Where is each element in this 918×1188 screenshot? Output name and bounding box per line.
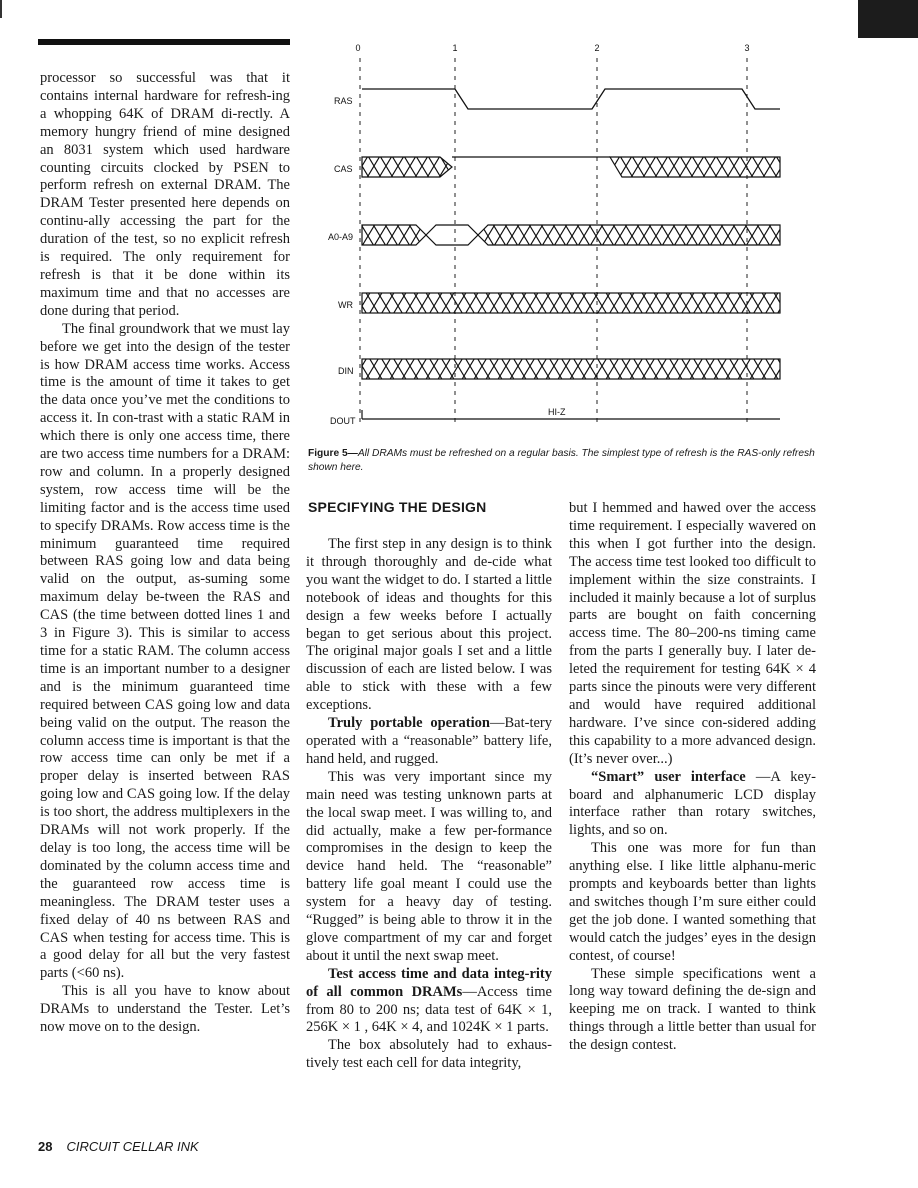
column-3: [569, 500, 816, 1055]
page-number: 28: [38, 1139, 53, 1154]
col3-paragraph-1: but I hemmed and hawed over the access time requirement. I especially wavered on this when I got further into the design. The access time test looked too difficult to implement within the size constraints. I included it mainly because a lot of surplus parts are bought on faith concerning access time. The 80–200-ns timing came from the parts I generally buy. I later de-leted the requirement for testing 64K × 4 parts since the pinouts were very different and would have required additional hardware. I’ve since con-sidered adding this capability to a more advanced design. (It’s never over...): [569, 500, 816, 767]
signal-cas: CAS: [334, 164, 353, 174]
col2-paragraph-3: This was very important since my main need was testing unknown parts at the local swap meet. I was willing to, and did actually, make a few per-formance compromises in the design to keep the device hand held. The “reasonable” battery life goal meant I could use the system for a heavy day of testing. “Rugged” is being able to throw it in the glove compartment of my car and forget about it until the next swap meet.: [306, 768, 552, 964]
column-rule: [38, 39, 290, 45]
col2-paragraph-2: [306, 715, 552, 769]
column-1: [40, 70, 290, 1037]
corner-tab: [858, 0, 918, 38]
caption-label: Figure 5—: [308, 448, 358, 459]
col2-run-in-1: Truly portable operation: [328, 715, 490, 732]
hiz-label: HI-Z: [548, 407, 566, 417]
col2-paragraph-5: The box absolutely had to exhaus-tively test each cell for data integrity,: [306, 1037, 552, 1072]
col3-paragraph-2: [569, 769, 816, 841]
time-marker-3: 3: [744, 43, 750, 53]
time-marker-0: 0: [355, 43, 361, 53]
address-waveform: [362, 225, 780, 245]
column-2: [306, 536, 552, 1073]
timing-diagram: [320, 36, 790, 428]
col3-run-in: “Smart” user interface: [591, 768, 746, 785]
signal-ras: RAS: [334, 96, 353, 106]
din-waveform: [362, 359, 780, 379]
col2-run-text-2: —Access time from 80 to 200 ns; data test of 64K × 1, 256K × 1 , 64K × 4, and 1024K × 1 parts.: [306, 983, 552, 1036]
signal-wr: WR: [338, 300, 353, 310]
col2-run-in-2: Test access time and data integ-rity of all common DRAMs: [306, 965, 552, 1000]
figure-caption: [308, 447, 820, 474]
col2-paragraph-4: [306, 966, 552, 1038]
col1-paragraph-1: processor so successful was that it contains internal hardware for refresh-ing a whopping 64K of DRAM di-rectly. A memory hungry friend of mine designed an 8031 system which used hardware counting circuits clocked by PSEN to perform refresh on external DRAM. The DRAM Tester presented here depends on continu-ally accessing the part for the duration of the test, so no explicit refresh is required. The only requirement for refresh is that it be done within its maximum time and that no accesses are done during that period.: [40, 70, 290, 319]
cas-waveform: [362, 157, 780, 177]
magazine-name: CIRCUIT CELLAR INK: [66, 1139, 199, 1154]
time-marker-1: 1: [452, 43, 458, 53]
ras-waveform: [362, 89, 780, 109]
col2-paragraph-1: The first step in any design is to think it through thoroughly and de-cide what you want the widget to do. I started a little notebook of ideas and thoughts for this design a few weeks before I actually began to get serious about this project. The original major goals I set and a little discussion of each are listed below. I was able to stick with these with a few exceptions.: [306, 536, 552, 714]
signal-a0a9: A0-A9: [328, 232, 354, 242]
col3-run-text: —A key-board and alphanumeric LCD display interface rather than rotary switches, lights, and so on.: [569, 768, 816, 839]
col1-paragraph-2: The final groundwork that we must lay before we get into the design of the tester is how DRAM access time works. Access time is the amount of time it takes to get the data once you’ve met the conditions to access it. In con-trast with a static RAM in which there is only one access time, there are two access time numbers for a DRAM: row and column. In a properly designed system, row access time will be the limiting factor and is the access time used to specify DRAMs. Row access time is the minimum guaranteed time required between RAS going low and data being valid on the output, as-suming some maximum delay be-tween the RAS and CAS (the time between dotted lines 1 and 3 in Figure 3). This is similar to access time for a static RAM. The column access time is an important number to a designer and is the minimum guaranteed time required between CAS going low and data being valid on the output. The reason the column access time is important is that the row access time can only be met if a proper delay is inserted between RAS going low and CAS going low. If the delay is too short, the address multiplexers in the DRAMs will not work properly. If the delay is too long, the access time will be dominated by the column access time and the guaranteed row access time is meaningless. The DRAM tester uses a fixed delay of 40 ns between RAS and CAS when testing for access time. This is a good delay for all but the very fastest parts (<60 ns).: [40, 320, 290, 982]
page-footer: [38, 1139, 199, 1154]
caption-text: All DRAMs must be refreshed on a regular basis. The simplest type of refresh is the RAS-only refresh shown here.: [308, 448, 815, 473]
signal-din: DIN: [338, 366, 354, 376]
col2-run-text-1: —Bat-tery operated with a “reasonable” battery life, hand held, and rugged.: [306, 715, 552, 767]
section-heading: SPECIFYING THE DESIGN: [308, 499, 487, 515]
page-edge-mark: [0, 0, 2, 18]
col3-paragraph-4: These simple specifications went a long way toward defining the de-sign and keeping me on track. I wanted to think things through a little better than usual for the design contest.: [569, 965, 816, 1054]
wr-waveform: [362, 293, 780, 313]
dout-waveform: [362, 410, 780, 419]
signal-dout: DOUT: [330, 416, 356, 426]
time-marker-2: 2: [594, 43, 600, 53]
col1-paragraph-3: This is all you have to know about DRAMs to understand the Tester. Let’s now move on to the design.: [40, 983, 290, 1036]
col3-paragraph-3: This one was more for fun than anything else. I like little alphanu-meric prompts and keyboards better than lights and switches though I’m sure either could get the job done. I wanted something that would catch the judges’ eyes in the design contest, of course!: [569, 840, 816, 964]
